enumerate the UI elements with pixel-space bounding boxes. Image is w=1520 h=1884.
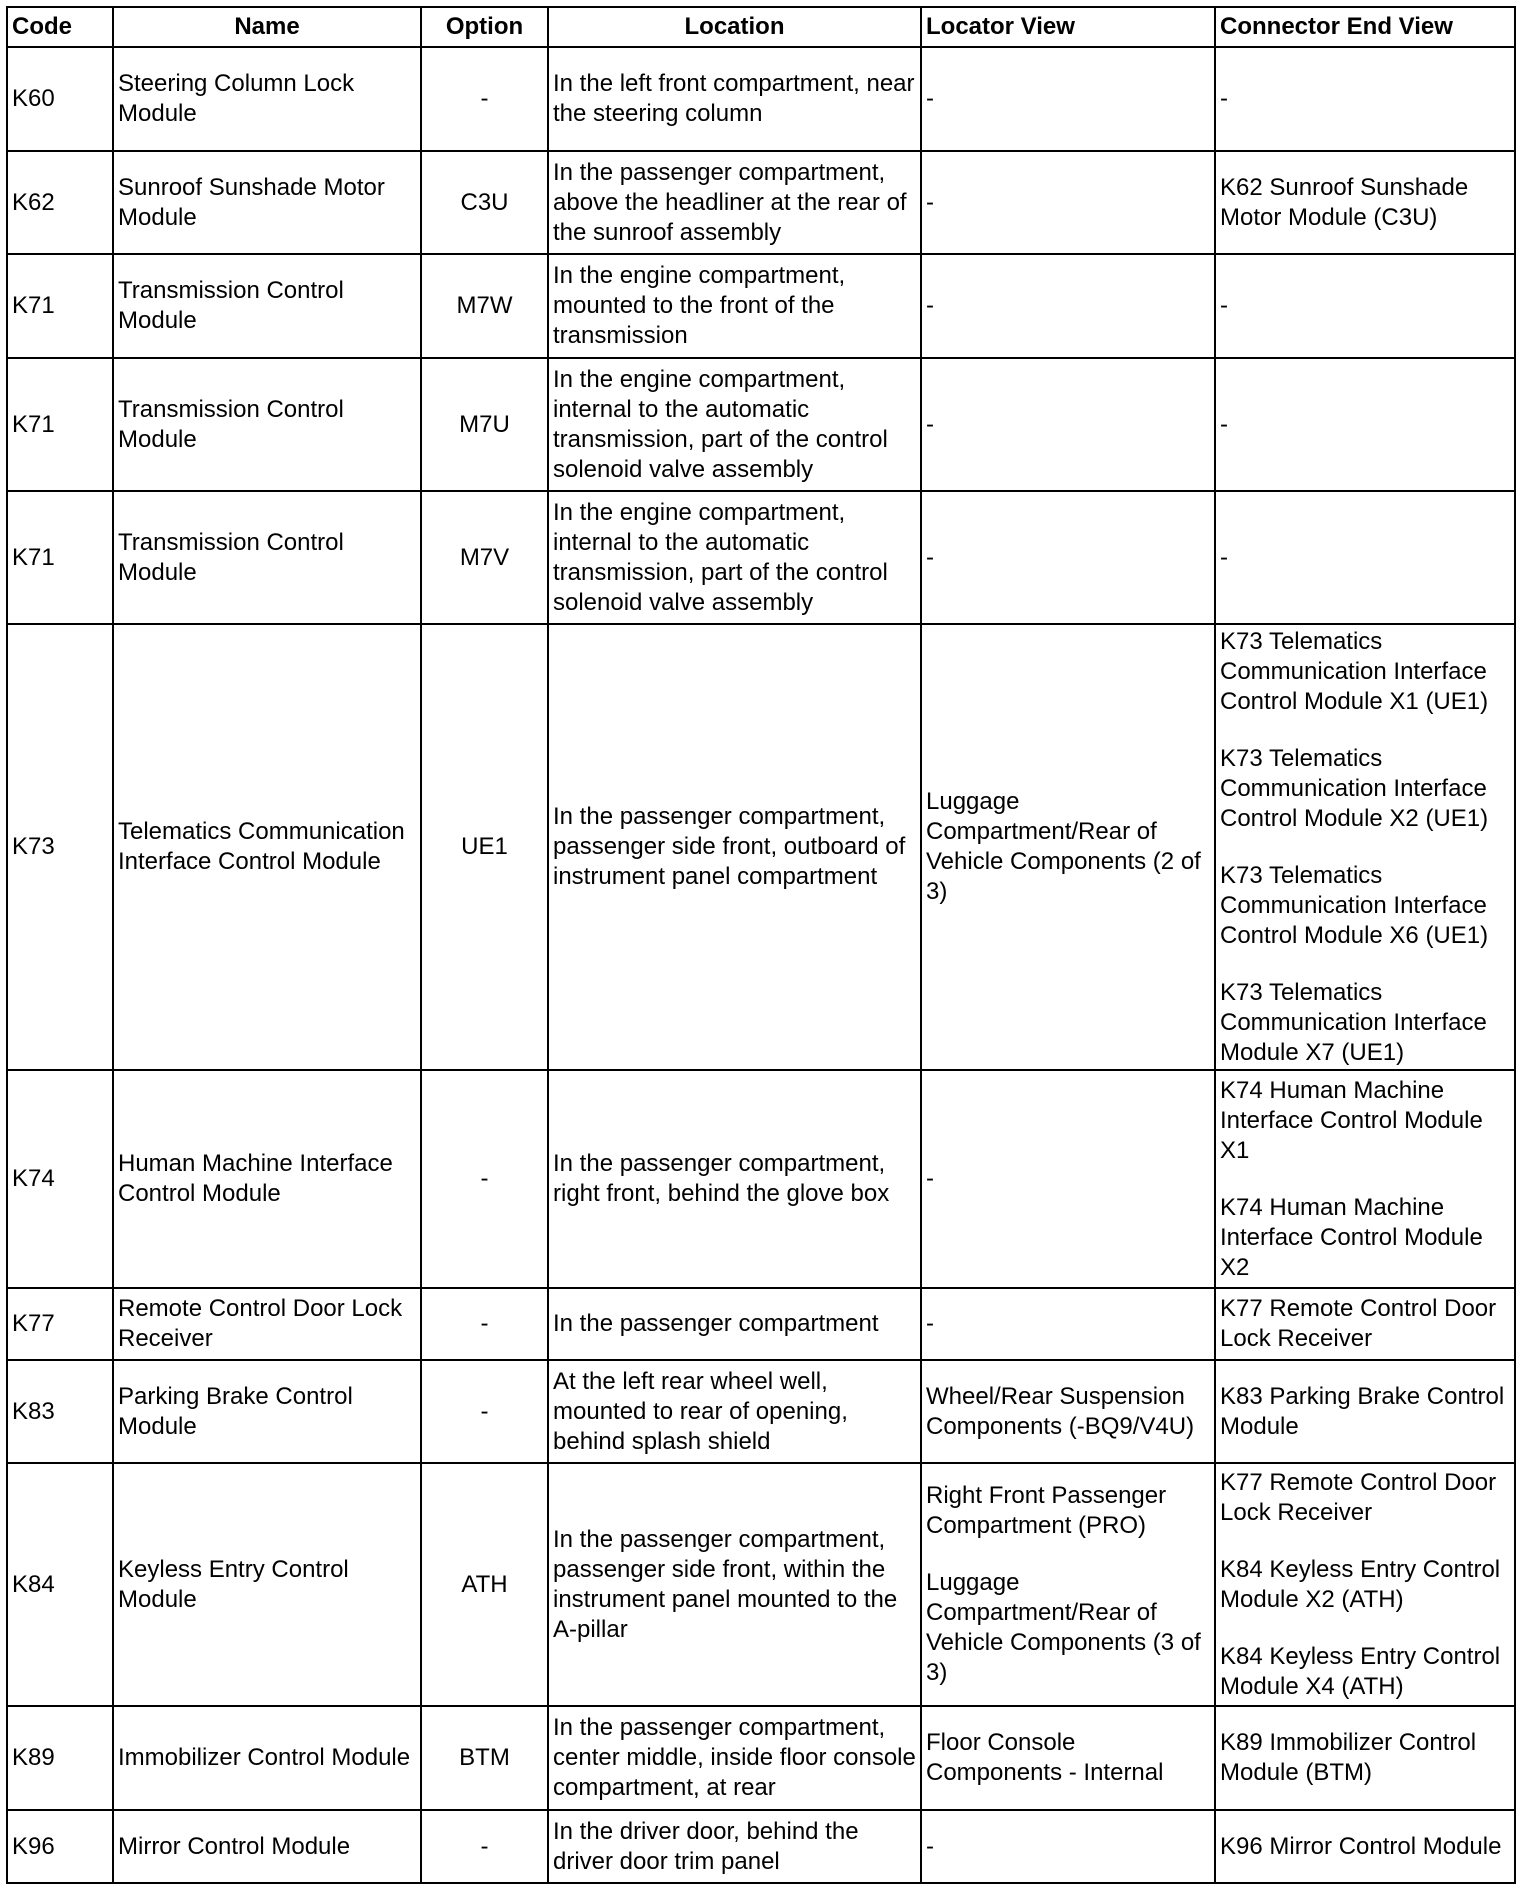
cell-option: C3U [421,151,548,254]
cell-connector-end-view [1215,47,1515,151]
cell-code: K89 [7,1706,113,1810]
cell-option: - [421,1288,548,1360]
cell-location: In the passenger compartment, right front, behind the glove box [548,1070,921,1288]
cell-code: K71 [7,491,113,624]
cell-locator-view [921,491,1215,624]
cell-connector-end-view [1215,1810,1515,1883]
cell-locator-view [921,1706,1215,1810]
connector-entry: K73 Telematics Communication Interface Control Module X2 (UE1) [1220,744,1489,832]
cell-locator-view [921,1360,1215,1463]
cell-name: Sunroof Sunshade Motor Module [113,151,421,254]
cell-name: Transmission Control Module [113,254,421,358]
cell-locator-view [921,151,1215,254]
locator-entry: Right Front Passenger Compartment (PRO) [926,1482,1167,1539]
cell-locator-view [921,254,1215,358]
cell-option: ATH [421,1463,548,1706]
cell-location: In the passenger compartment, center middle, inside floor console compartment, at rear [548,1706,921,1810]
cell-locator-view [921,47,1215,151]
cell-locator-view [921,1810,1215,1883]
cell-option: UE1 [421,624,548,1070]
header-code: Code [7,7,113,47]
cell-locator-view [921,1070,1215,1288]
locator-entry: Luggage Compartment/Rear of Vehicle Components (2 of 3) [926,788,1201,905]
connector-entry: K84 Keyless Entry Control Module X2 (ATH) [1220,1555,1501,1613]
cell-connector-end-view [1215,254,1515,358]
connector-entry: - [1220,85,1228,112]
connector-entry: K74 Human Machine Interface Control Module X1 [1220,1076,1483,1164]
connector-entry: K62 Sunroof Sunshade Motor Module (C3U) [1220,173,1469,231]
cell-locator-view [921,624,1215,1070]
table-row [7,151,1515,254]
cell-code: K71 [7,254,113,358]
table-row [7,47,1515,151]
table-row [7,1360,1515,1463]
table-body [7,47,1515,1883]
cell-option: - [421,47,548,151]
cell-connector-end-view [1215,1463,1515,1706]
connector-entry: K96 Mirror Control Module [1220,1832,1502,1860]
connector-entry: - [1220,292,1228,319]
cell-connector-end-view [1215,1288,1515,1360]
locator-entry: Floor Console Components - Internal [926,1729,1164,1786]
cell-name: Transmission Control Module [113,358,421,491]
cell-code: K62 [7,151,113,254]
table-row [7,1070,1515,1288]
locator-entry: - [926,410,934,438]
cell-code: K77 [7,1288,113,1360]
table-row [7,1463,1515,1706]
cell-code: K74 [7,1070,113,1288]
cell-connector-end-view [1215,491,1515,624]
connector-entry: - [1220,543,1228,571]
cell-code: K60 [7,47,113,151]
cell-location: In the passenger compartment, passenger side front, within the instrument panel mounted to the A-pillar [548,1463,921,1706]
connector-entry: - [1220,410,1228,438]
table-header-row [7,7,1515,47]
table-row [7,491,1515,624]
cell-option: M7V [421,491,548,624]
cell-connector-end-view [1215,358,1515,491]
cell-connector-end-view [1215,624,1515,1070]
locator-entry: Wheel/Rear Suspension Components (-BQ9/V4U) [926,1382,1195,1440]
cell-option: M7U [421,358,548,491]
connector-entry: K77 Remote Control Door Lock Receiver [1220,1295,1497,1352]
cell-option: BTM [421,1706,548,1810]
cell-name: Immobilizer Control Module [113,1706,421,1810]
connector-entry: K89 Immobilizer Control Module (BTM) [1220,1729,1477,1786]
cell-location: At the left rear wheel well, mounted to rear of opening, behind splash shield [548,1360,921,1463]
cell-connector-end-view [1215,1360,1515,1463]
cell-connector-end-view [1215,1706,1515,1810]
connector-entry: K73 Telematics Communication Interface Control Module X1 (UE1) [1220,627,1489,715]
header-option: Option [421,7,548,47]
locator-entry: - [926,1832,934,1860]
table-row [7,1810,1515,1883]
cell-name: Transmission Control Module [113,491,421,624]
cell-code: K84 [7,1463,113,1706]
connector-entry: K73 Telematics Communication Interface Control Module X6 (UE1) [1220,861,1489,949]
cell-location: In the left front compartment, near the steering column [548,47,921,151]
cell-locator-view [921,1288,1215,1360]
cell-locator-view [921,1463,1215,1706]
cell-location: In the engine compartment, mounted to the front of the transmission [548,254,921,358]
cell-name: Human Machine Interface Control Module [113,1070,421,1288]
component-locator-table [6,6,1516,1884]
cell-location: In the passenger compartment, passenger side front, outboard of instrument panel compartment [548,624,921,1070]
component-table-wrapper [6,6,1516,1884]
connector-entry: K77 Remote Control Door Lock Receiver [1220,1468,1497,1526]
cell-name: Keyless Entry Control Module [113,1463,421,1706]
cell-option: - [421,1810,548,1883]
header-connector-end-view: Connector End View [1215,7,1515,47]
cell-option: M7W [421,254,548,358]
locator-entry: - [926,1165,934,1192]
cell-location: In the engine compartment, internal to the automatic transmission, part of the control solenoid valve assembly [548,491,921,624]
locator-entry: - [926,292,934,319]
cell-option: - [421,1070,548,1288]
locator-entry: - [926,188,934,216]
table-row [7,1706,1515,1810]
cell-code: K96 [7,1810,113,1883]
cell-location: In the engine compartment, internal to the automatic transmission, part of the control solenoid valve assembly [548,358,921,491]
table-row [7,624,1515,1070]
header-location: Location [548,7,921,47]
connector-entry: K74 Human Machine Interface Control Module X2 [1220,1193,1483,1281]
connector-entry: K73 Telematics Communication Interface Module X7 (UE1) [1220,978,1487,1066]
cell-code: K71 [7,358,113,491]
cell-code: K73 [7,624,113,1070]
table-row [7,1288,1515,1360]
cell-name: Parking Brake Control Module [113,1360,421,1463]
table-row [7,358,1515,491]
cell-name: Steering Column Lock Module [113,47,421,151]
cell-code: K83 [7,1360,113,1463]
cell-locator-view [921,358,1215,491]
cell-name: Remote Control Door Lock Receiver [113,1288,421,1360]
locator-entry: - [926,543,934,571]
connector-entry: K84 Keyless Entry Control Module X4 (ATH) [1220,1642,1501,1700]
table-row [7,254,1515,358]
cell-connector-end-view [1215,1070,1515,1288]
locator-entry: - [926,1310,934,1337]
locator-entry: Luggage Compartment/Rear of Vehicle Components (3 of 3) [926,1569,1201,1686]
cell-name: Mirror Control Module [113,1810,421,1883]
cell-connector-end-view [1215,151,1515,254]
cell-location: In the passenger compartment [548,1288,921,1360]
cell-location: In the passenger compartment, above the headliner at the rear of the sunroof assembly [548,151,921,254]
cell-name: Telematics Communication Interface Control Module [113,624,421,1070]
connector-entry: K83 Parking Brake Control Module [1220,1382,1505,1440]
cell-location: In the driver door, behind the driver door trim panel [548,1810,921,1883]
locator-entry: - [926,85,934,112]
header-name: Name [113,7,421,47]
cell-option: - [421,1360,548,1463]
header-locator-view: Locator View [921,7,1215,47]
